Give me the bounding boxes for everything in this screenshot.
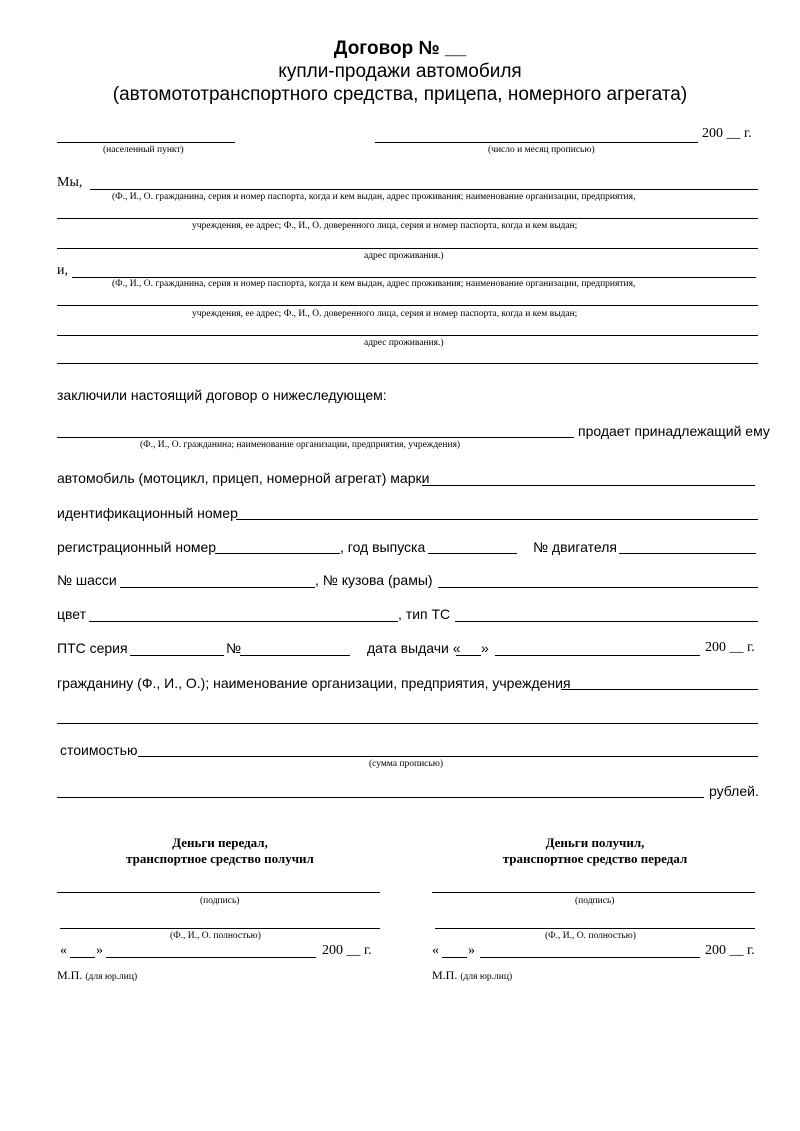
- place-caption: (населенный пункт): [103, 145, 184, 155]
- party1-caption-1: (Ф., И., О. гражданина, серия и номер паспорта, когда и кем выдан, адрес проживания; наименование организации, предприятия,: [112, 192, 636, 202]
- issue-day-field[interactable]: [456, 655, 481, 656]
- rubles-label: рублей.: [709, 783, 759, 799]
- reg-number-label: регистрационный номер: [57, 539, 217, 555]
- left-signature-caption: (подпись): [200, 896, 240, 906]
- party1-caption-3: адрес проживания.): [364, 251, 444, 261]
- party1-caption-2: учреждения, ее адрес; Ф., И., О. доверенного лица, серия и номер паспорта, когда и кем выдан;: [192, 221, 578, 231]
- pts-number-field[interactable]: [240, 655, 350, 656]
- left-stamp-note: (для юр.лиц): [85, 972, 138, 982]
- document-title: Договор № __: [333, 38, 467, 59]
- sum-words-field[interactable]: [57, 797, 704, 798]
- party2-caption-1: (Ф., И., О. гражданина, серия и номер паспорта, когда и кем выдан, адрес проживания; наименование организации, предприятия,: [112, 279, 636, 289]
- pts-number-label: №: [226, 640, 242, 656]
- chassis-label: № шасси: [57, 572, 117, 588]
- issue-month-field[interactable]: [495, 655, 700, 656]
- right-day-field[interactable]: [442, 957, 467, 958]
- party2-caption-2: учреждения, ее адрес; Ф., И., О. доверенного лица, серия и номер паспорта, когда и кем выдан;: [192, 309, 578, 319]
- issue-date-label: дата выдачи «: [367, 640, 461, 656]
- party1-field-2[interactable]: [57, 218, 758, 219]
- left-year: 200 __ г.: [322, 943, 372, 958]
- color-label: цвет: [57, 606, 87, 622]
- concluded-text: заключили настоящий договор о нижеследующем:: [57, 387, 387, 403]
- right-month-field[interactable]: [480, 957, 700, 958]
- left-name-caption: (Ф., И., О. полностью): [170, 931, 261, 941]
- document-subtitle-detail: (автомототранспортного средства, прицепа, номерного агрегата): [112, 84, 688, 105]
- date-field[interactable]: [375, 142, 698, 143]
- reg-number-field[interactable]: [215, 553, 340, 554]
- issue-date-close: »: [481, 640, 489, 656]
- seller-field[interactable]: [57, 437, 574, 438]
- right-date-close: »: [468, 943, 475, 958]
- right-year: 200 __ г.: [705, 943, 755, 958]
- and-label: и,: [57, 263, 68, 278]
- party1-field-1[interactable]: [90, 189, 758, 190]
- party2-field-3[interactable]: [57, 335, 758, 336]
- party1-field-3[interactable]: [57, 248, 758, 249]
- right-name-caption: (Ф., И., О. полностью): [545, 931, 636, 941]
- left-stamp: [57, 968, 137, 983]
- cost-label: стоимостью: [60, 742, 138, 758]
- left-date-open: «: [60, 943, 67, 958]
- cost-field[interactable]: [138, 756, 758, 757]
- party2-field-2[interactable]: [57, 305, 758, 306]
- left-sign-title-2: транспортное средство получил: [126, 851, 314, 866]
- year-field[interactable]: [428, 553, 517, 554]
- left-date-close: »: [96, 943, 103, 958]
- party2-field-1[interactable]: [72, 277, 756, 278]
- year-label: , год выпуска: [340, 539, 426, 555]
- vin-label: идентификационный номер: [57, 505, 238, 521]
- right-name-field[interactable]: [435, 928, 755, 929]
- engine-field[interactable]: [619, 553, 756, 554]
- right-sign-title-2: транспортное средство передал: [502, 851, 688, 866]
- contract-year: 200 __ г.: [702, 126, 752, 141]
- right-stamp: [432, 968, 512, 983]
- buyer-field-1[interactable]: [561, 689, 758, 690]
- sells-text: продает принадлежащий ему: [578, 423, 770, 439]
- pts-series-field[interactable]: [130, 655, 224, 656]
- chassis-field[interactable]: [120, 587, 315, 588]
- right-sign-title-1: Деньги получил,: [545, 835, 645, 850]
- issue-year: 200 __ г.: [705, 640, 755, 655]
- left-month-field[interactable]: [106, 957, 316, 958]
- we-label: Мы,: [57, 175, 83, 190]
- buyer-label: гражданину (Ф., И., О.); наименование организации, предприятия, учреждения: [57, 675, 571, 691]
- color-field[interactable]: [89, 621, 398, 622]
- seller-caption: (Ф., И., О. гражданина; наименование организации, предприятия, учреждения): [140, 440, 461, 450]
- vehicle-type-label: , тип ТС: [398, 606, 451, 622]
- pts-series-label: ПТС серия: [57, 640, 128, 656]
- document-subtitle: купли-продажи автомобиля: [278, 61, 522, 82]
- party2-field-4[interactable]: [57, 363, 758, 364]
- right-stamp-note: (для юр.лиц): [460, 972, 513, 982]
- party2-caption-3: адрес проживания.): [364, 338, 444, 348]
- vehicle-label: автомобиль (мотоцикл, прицеп, номерной агрегат) марки: [57, 470, 430, 486]
- vehicle-type-field[interactable]: [455, 621, 758, 622]
- place-field[interactable]: [57, 142, 235, 143]
- date-caption: (число и месяц прописью): [488, 145, 595, 155]
- left-name-field[interactable]: [60, 928, 380, 929]
- right-signature-caption: (подпись): [575, 896, 615, 906]
- vin-field[interactable]: [236, 519, 758, 520]
- engine-label: № двигателя: [533, 539, 617, 555]
- right-signature-field[interactable]: [432, 892, 755, 893]
- left-stamp-label: М.П.: [57, 968, 83, 982]
- sum-caption: (сумма прописью): [369, 759, 443, 769]
- right-date-open: «: [432, 943, 439, 958]
- body-number-field[interactable]: [438, 587, 758, 588]
- left-day-field[interactable]: [70, 957, 95, 958]
- vehicle-brand-field[interactable]: [422, 485, 755, 486]
- left-signature-field[interactable]: [57, 892, 380, 893]
- body-number-label: , № кузова (рамы): [315, 572, 433, 588]
- buyer-field-2[interactable]: [57, 723, 758, 724]
- left-sign-title-1: Деньги передал,: [172, 835, 268, 850]
- right-stamp-label: М.П.: [432, 968, 458, 982]
